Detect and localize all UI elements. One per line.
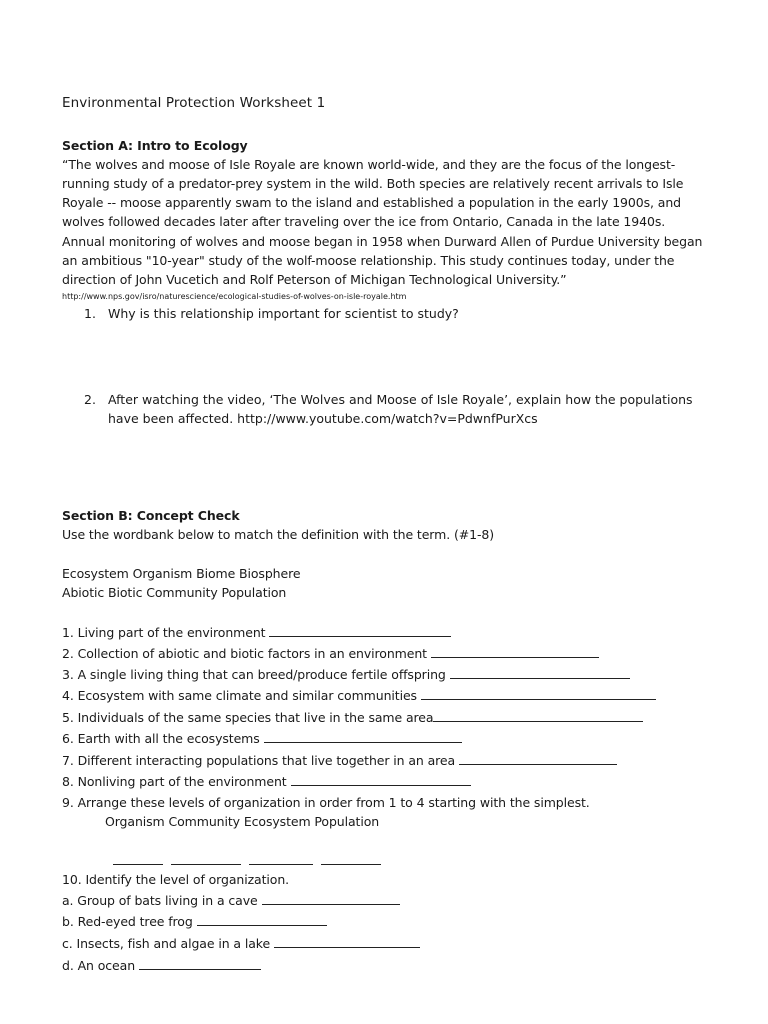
quote-line: direction of John Vucetich and Rolf Peterson of Michigan Technological University.” — [62, 272, 567, 287]
definition-text: 1. Living part of the environment — [62, 625, 266, 640]
definition-text: 4. Ecosystem with same climate and similar communities — [62, 688, 417, 703]
question-9-terms: Organism Community Ecosystem Population — [105, 814, 380, 829]
definition-item — [62, 728, 462, 748]
answer-blank[interactable] — [433, 707, 643, 722]
quote-line: wolves followed decades later after traveling over the ice from Ontario, Canada in the late 1940s. — [62, 214, 666, 229]
definition-text: 8. Nonliving part of the environment — [62, 774, 287, 789]
level-item — [62, 911, 327, 931]
page-title: Environmental Protection Worksheet 1 — [62, 95, 326, 111]
quote-line: an ambitious "10-year" study of the wolf-moose relationship. This study continues today, under the — [62, 253, 675, 268]
definition-text: 7. Different interacting populations that live together in an area — [62, 753, 456, 768]
order-blank[interactable] — [171, 854, 241, 865]
definition-text: 6. Earth with all the ecosystems — [62, 731, 260, 746]
definition-item — [62, 664, 630, 684]
level-text: a. Group of bats living in a cave — [62, 893, 258, 908]
definition-text: 2. Collection of abiotic and biotic factors in an environment — [62, 646, 427, 661]
section-b-instructions: Use the wordbank below to match the definition with the term. (#1-8) — [62, 527, 494, 542]
answer-blank[interactable] — [262, 890, 400, 905]
answer-blank[interactable] — [431, 643, 599, 658]
question-1-number: 1. — [84, 306, 96, 321]
answer-blank[interactable] — [269, 622, 451, 637]
level-item — [62, 890, 400, 910]
section-a-heading: Section A: Intro to Ecology — [62, 138, 248, 153]
level-item — [62, 933, 420, 953]
question-10-text: 10. Identify the level of organization. — [62, 872, 290, 887]
answer-blank[interactable] — [139, 955, 261, 970]
answer-blank[interactable] — [264, 728, 462, 743]
quote-line: running study of a predator-prey system in the wild. Both species are relatively recent arrivals to Isle — [62, 176, 684, 191]
definition-item — [62, 707, 643, 727]
definition-text: 3. A single living thing that can breed/produce fertile offspring — [62, 667, 446, 682]
order-blank[interactable] — [321, 854, 381, 865]
question-9-text: 9. Arrange these levels of organization in order from 1 to 4 starting with the simplest. — [62, 795, 590, 810]
wordbank-line-2: Abiotic Biotic Community Population — [62, 585, 287, 600]
question-1-text: Why is this relationship important for scientist to study? — [108, 306, 459, 321]
quote-line: Royale -- moose apparently swam to the island and established a population in the early 1900s, and — [62, 195, 681, 210]
question-9-blanks — [105, 832, 389, 850]
question-2-number: 2. — [84, 392, 96, 407]
question-2-text-line2: have been affected. http://www.youtube.com/watch?v=PdwnfPurXcs — [108, 411, 538, 426]
level-text: c. Insects, fish and algae in a lake — [62, 936, 271, 951]
quote-line: “The wolves and moose of Isle Royale are known world-wide, and they are the focus of the longest- — [62, 157, 676, 172]
definition-text: 5. Individuals of the same species that live in the same area — [62, 710, 434, 725]
order-blank[interactable] — [249, 854, 313, 865]
answer-blank[interactable] — [274, 933, 420, 948]
order-blank[interactable] — [113, 854, 163, 865]
definition-item — [62, 643, 599, 663]
level-item — [62, 955, 261, 975]
answer-blank[interactable] — [450, 664, 630, 679]
level-text: d. An ocean — [62, 958, 136, 973]
definition-item — [62, 771, 471, 791]
section-b-heading: Section B: Concept Check — [62, 508, 240, 523]
definition-item — [62, 750, 617, 770]
wordbank-line-1: Ecosystem Organism Biome Biosphere — [62, 566, 301, 581]
answer-blank[interactable] — [459, 750, 617, 765]
answer-blank[interactable] — [197, 911, 327, 926]
question-2-text-line1: After watching the video, ‘The Wolves and Moose of Isle Royale’, explain how the populations — [108, 392, 693, 407]
definition-item — [62, 622, 451, 642]
source-url[interactable]: http://www.nps.gov/isro/naturescience/ecological-studies-of-wolves-on-isle-royale.htm — [62, 292, 407, 301]
answer-blank[interactable] — [291, 771, 471, 786]
answer-blank[interactable] — [421, 685, 656, 700]
definition-item — [62, 685, 656, 705]
quote-line: Annual monitoring of wolves and moose began in 1958 when Durward Allen of Purdue University began — [62, 234, 703, 249]
level-text: b. Red-eyed tree frog — [62, 914, 193, 929]
